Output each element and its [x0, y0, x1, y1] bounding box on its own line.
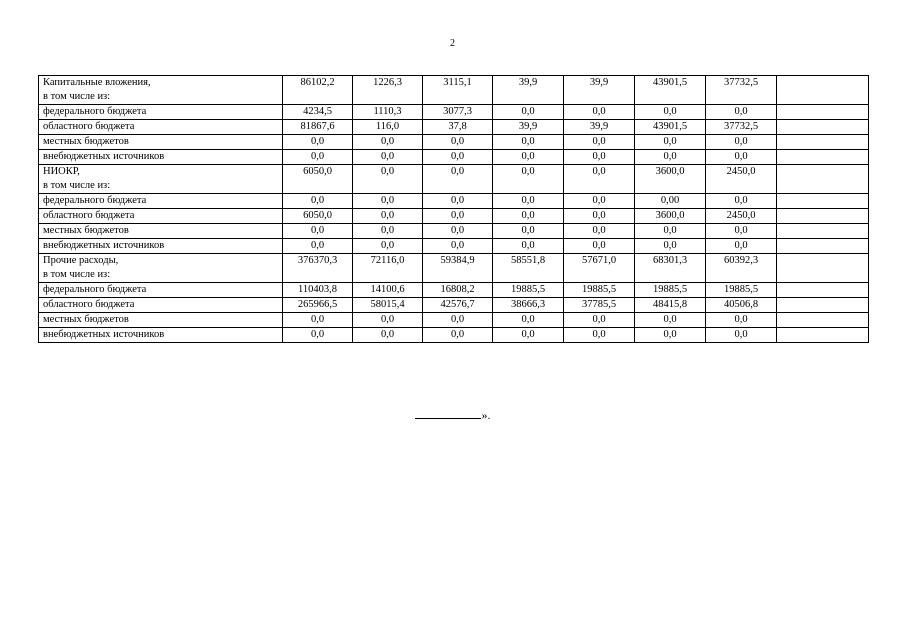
value-cell: 0,0	[706, 135, 777, 150]
value-cell: 0,0	[493, 239, 564, 254]
value-cell: 0,0	[635, 150, 706, 165]
value-cell: 3077,3	[423, 105, 493, 120]
value-cell: 0,0	[493, 135, 564, 150]
value-cell: 0,0	[283, 135, 353, 150]
value-cell	[777, 150, 869, 165]
value-cell: 58551,8	[493, 254, 564, 283]
value-cell: 0,0	[283, 313, 353, 328]
value-cell: 0,0	[353, 135, 423, 150]
row-label-line: внебюджетных источников	[43, 240, 165, 251]
table-row	[39, 120, 869, 135]
value-cell	[777, 105, 869, 120]
value-cell: 14100,6	[353, 283, 423, 298]
table-row	[39, 135, 869, 150]
value-cell: 39,9	[564, 120, 635, 135]
value-cell: 0,0	[635, 224, 706, 239]
table-row	[39, 105, 869, 120]
value-cell: 40506,8	[706, 298, 777, 313]
table-row	[39, 194, 869, 209]
row-label-line: областного бюджета	[43, 299, 135, 310]
value-cell: 68301,3	[635, 254, 706, 283]
row-label	[39, 209, 283, 224]
value-cell: 43901,5	[635, 76, 706, 105]
closing-line	[0, 406, 905, 423]
value-cell: 0,0	[283, 194, 353, 209]
value-cell: 38666,3	[493, 298, 564, 313]
row-label	[39, 283, 283, 298]
table-body	[39, 76, 869, 343]
value-cell: 110403,8	[283, 283, 353, 298]
value-cell: 0,0	[423, 328, 493, 343]
value-cell	[777, 135, 869, 150]
row-label-line: областного бюджета	[43, 121, 135, 132]
table-row	[39, 283, 869, 298]
value-cell: 0,0	[353, 165, 423, 194]
value-cell: 0,0	[706, 313, 777, 328]
table-row	[39, 209, 869, 224]
table-row	[39, 224, 869, 239]
value-cell: 16808,2	[423, 283, 493, 298]
value-cell: 0,0	[564, 150, 635, 165]
value-cell: 0,0	[706, 239, 777, 254]
value-cell: 37732,5	[706, 120, 777, 135]
value-cell: 48415,8	[635, 298, 706, 313]
value-cell: 0,0	[635, 239, 706, 254]
closing-mark: ».	[481, 408, 491, 422]
row-label	[39, 165, 283, 194]
value-cell: 6050,0	[283, 165, 353, 194]
row-label	[39, 254, 283, 283]
value-cell: 37,8	[423, 120, 493, 135]
table-row	[39, 254, 869, 283]
value-cell: 0,0	[283, 224, 353, 239]
row-label	[39, 120, 283, 135]
value-cell: 37732,5	[706, 76, 777, 105]
row-label	[39, 328, 283, 343]
row-label-line: в том числе из:	[43, 91, 111, 102]
value-cell: 19885,5	[564, 283, 635, 298]
value-cell: 0,0	[564, 239, 635, 254]
value-cell: 0,0	[353, 150, 423, 165]
signature-rule	[415, 406, 481, 419]
row-label-line: внебюджетных источников	[43, 329, 165, 340]
value-cell: 0,0	[493, 224, 564, 239]
value-cell: 43901,5	[635, 120, 706, 135]
value-cell: 86102,2	[283, 76, 353, 105]
value-cell: 0,0	[564, 328, 635, 343]
value-cell: 0,0	[564, 313, 635, 328]
value-cell: 3600,0	[635, 165, 706, 194]
value-cell	[777, 239, 869, 254]
value-cell: 0,0	[283, 328, 353, 343]
value-cell: 0,0	[423, 313, 493, 328]
value-cell: 1110,3	[353, 105, 423, 120]
value-cell: 0,0	[564, 224, 635, 239]
table-row	[39, 298, 869, 313]
value-cell	[777, 76, 869, 105]
value-cell: 0,0	[353, 209, 423, 224]
value-cell: 2450,0	[706, 209, 777, 224]
value-cell: 0,0	[635, 328, 706, 343]
value-cell: 39,9	[493, 120, 564, 135]
table-row	[39, 165, 869, 194]
value-cell: 0,0	[635, 135, 706, 150]
row-label-line: федерального бюджета	[43, 195, 147, 206]
row-label-line: НИОКР,	[43, 166, 80, 177]
value-cell: 0,0	[493, 328, 564, 343]
value-cell: 19885,5	[635, 283, 706, 298]
row-label	[39, 224, 283, 239]
row-label-line: областного бюджета	[43, 210, 135, 221]
row-label-line: федерального бюджета	[43, 284, 147, 295]
value-cell: 0,0	[564, 209, 635, 224]
value-cell: 0,0	[423, 209, 493, 224]
value-cell	[777, 165, 869, 194]
row-label	[39, 194, 283, 209]
value-cell: 0,0	[423, 150, 493, 165]
row-label-line: местных бюджетов	[43, 225, 129, 236]
value-cell: 0,0	[564, 165, 635, 194]
value-cell: 0,0	[493, 150, 564, 165]
value-cell: 0,0	[493, 313, 564, 328]
value-cell: 59384,9	[423, 254, 493, 283]
value-cell: 0,0	[283, 150, 353, 165]
value-cell	[777, 254, 869, 283]
value-cell: 1226,3	[353, 76, 423, 105]
budget-table	[38, 75, 869, 343]
value-cell: 19885,5	[493, 283, 564, 298]
value-cell: 0,0	[283, 239, 353, 254]
row-label	[39, 105, 283, 120]
value-cell: 0,00	[635, 194, 706, 209]
value-cell: 0,0	[706, 105, 777, 120]
value-cell: 116,0	[353, 120, 423, 135]
value-cell: 0,0	[353, 239, 423, 254]
value-cell: 0,0	[493, 165, 564, 194]
value-cell: 0,0	[635, 313, 706, 328]
row-label-line: в том числе из:	[43, 180, 111, 191]
row-label-line: федерального бюджета	[43, 106, 147, 117]
value-cell: 0,0	[353, 328, 423, 343]
row-label-line: в том числе из:	[43, 269, 111, 280]
value-cell	[777, 209, 869, 224]
value-cell: 0,0	[706, 194, 777, 209]
value-cell: 3115,1	[423, 76, 493, 105]
value-cell	[777, 313, 869, 328]
value-cell: 81867,6	[283, 120, 353, 135]
row-label-line: Капитальные вложения,	[43, 77, 151, 88]
value-cell: 4234,5	[283, 105, 353, 120]
value-cell: 265966,5	[283, 298, 353, 313]
row-label	[39, 298, 283, 313]
value-cell	[777, 283, 869, 298]
value-cell: 0,0	[706, 150, 777, 165]
value-cell: 2450,0	[706, 165, 777, 194]
value-cell: 72116,0	[353, 254, 423, 283]
value-cell	[777, 224, 869, 239]
value-cell: 57671,0	[564, 254, 635, 283]
value-cell: 60392,3	[706, 254, 777, 283]
row-label-line: местных бюджетов	[43, 314, 129, 325]
value-cell: 0,0	[706, 224, 777, 239]
page-number: 2	[450, 38, 455, 49]
value-cell: 0,0	[423, 239, 493, 254]
value-cell: 39,9	[564, 76, 635, 105]
value-cell: 0,0	[423, 224, 493, 239]
value-cell: 0,0	[706, 328, 777, 343]
value-cell: 0,0	[423, 194, 493, 209]
table-row	[39, 239, 869, 254]
row-label	[39, 76, 283, 105]
value-cell: 0,0	[493, 194, 564, 209]
value-cell: 3600,0	[635, 209, 706, 224]
table-row	[39, 150, 869, 165]
value-cell: 0,0	[635, 105, 706, 120]
value-cell	[777, 194, 869, 209]
value-cell: 0,0	[564, 105, 635, 120]
value-cell: 0,0	[353, 313, 423, 328]
value-cell: 6050,0	[283, 209, 353, 224]
row-label	[39, 135, 283, 150]
value-cell	[777, 120, 869, 135]
value-cell: 0,0	[564, 194, 635, 209]
table-row	[39, 328, 869, 343]
row-label-line: внебюджетных источников	[43, 151, 165, 162]
value-cell: 0,0	[353, 194, 423, 209]
value-cell	[777, 298, 869, 313]
value-cell: 19885,5	[706, 283, 777, 298]
value-cell: 0,0	[564, 135, 635, 150]
value-cell: 0,0	[423, 135, 493, 150]
row-label	[39, 313, 283, 328]
value-cell: 42576,7	[423, 298, 493, 313]
value-cell: 58015,4	[353, 298, 423, 313]
value-cell	[777, 328, 869, 343]
row-label	[39, 150, 283, 165]
table-row	[39, 76, 869, 105]
value-cell: 0,0	[493, 209, 564, 224]
row-label-line: Прочие расходы,	[43, 255, 119, 266]
table-row	[39, 313, 869, 328]
value-cell: 0,0	[423, 165, 493, 194]
value-cell: 376370,3	[283, 254, 353, 283]
value-cell: 0,0	[353, 224, 423, 239]
value-cell: 37785,5	[564, 298, 635, 313]
value-cell: 39,9	[493, 76, 564, 105]
value-cell: 0,0	[493, 105, 564, 120]
row-label	[39, 239, 283, 254]
row-label-line: местных бюджетов	[43, 136, 129, 147]
